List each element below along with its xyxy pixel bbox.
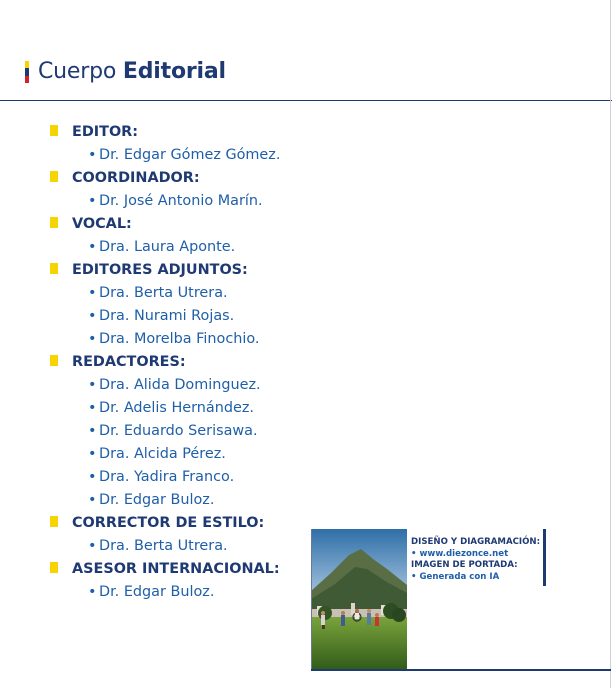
role-title: ASESOR INTERNACIONAL: [72, 561, 280, 577]
page-title [38, 59, 226, 84]
role-title: EDITOR: [72, 124, 139, 140]
member-item [48, 236, 388, 259]
role-title: EDITORES ADJUNTOS: [72, 262, 248, 278]
member-name: Dra. Alida Dominguez. [99, 377, 261, 393]
role-heading [48, 167, 388, 190]
member-name: Dr. José Antonio Marín. [99, 193, 263, 209]
member-name: Dra. Laura Aponte. [99, 239, 236, 255]
bullet-icon: • [88, 377, 97, 393]
credits-left-border [311, 529, 312, 671]
cover-photo-illustration [311, 529, 407, 671]
square-bullet-icon [50, 562, 58, 573]
credits-bottom-border [311, 669, 611, 671]
bullet-icon: • [88, 584, 97, 600]
bullet-icon: • [88, 469, 97, 485]
bullet-icon: • [88, 538, 97, 554]
role-title: COORDINADOR: [72, 170, 200, 186]
member-item [48, 374, 388, 397]
cover-label: IMAGEN DE PORTADA: [411, 560, 518, 570]
square-bullet-icon [50, 171, 58, 182]
role-heading [48, 121, 388, 144]
role-title: CORRECTOR DE ESTILO: [72, 515, 265, 531]
member-name: Dra. Alcida Pérez. [99, 446, 226, 462]
role-title: VOCAL: [72, 216, 132, 232]
credits-text [411, 537, 540, 583]
square-bullet-icon [50, 355, 58, 366]
role-heading [48, 351, 388, 374]
cover-value: • Generada con IA [411, 571, 500, 582]
member-item [48, 443, 388, 466]
member-name: Dra. Morelba Finochio. [99, 331, 260, 347]
member-name: Dra. Yadira Franco. [99, 469, 235, 485]
square-bullet-icon [50, 217, 58, 228]
bullet-icon: • [88, 193, 97, 209]
bullet-icon: • [88, 147, 97, 163]
member-name: Dra. Berta Utrera. [99, 538, 228, 554]
design-link[interactable]: • www.diezonce.net [411, 548, 509, 559]
credits-accent-bar [543, 529, 546, 586]
bullet-icon: • [88, 331, 97, 347]
member-item [48, 397, 388, 420]
flag-icon [25, 61, 29, 83]
member-item [48, 144, 388, 167]
member-name: Dra. Nurami Rojas. [99, 308, 235, 324]
bullet-icon: • [88, 285, 97, 301]
bullet-icon: • [88, 446, 97, 462]
member-item [48, 190, 388, 213]
cover-photo [311, 529, 407, 671]
member-name: Dr. Edgar Buloz. [99, 492, 215, 508]
bullet-icon: • [88, 308, 97, 324]
member-name: Dr. Adelis Hernández. [99, 400, 254, 416]
member-name: Dra. Berta Utrera. [99, 285, 228, 301]
flag-stripe-blue [25, 68, 29, 75]
member-item [48, 466, 388, 489]
member-name: Dr. Eduardo Serisawa. [99, 423, 258, 439]
member-name: Dr. Edgar Gómez Gómez. [99, 147, 281, 163]
credits-box [311, 528, 611, 671]
bullet-icon: • [88, 239, 97, 255]
bullet-icon: • [88, 492, 97, 508]
flag-stripe-red [25, 76, 29, 83]
member-name: Dr. Edgar Buloz. [99, 584, 215, 600]
page-header [0, 0, 612, 102]
member-item [48, 305, 388, 328]
role-heading [48, 259, 388, 282]
page-title-bold: Editorial [122, 59, 226, 84]
bullet-icon: • [88, 400, 97, 416]
member-item [48, 420, 388, 443]
square-bullet-icon [50, 263, 58, 274]
member-item [48, 282, 388, 305]
square-bullet-icon [50, 516, 58, 527]
design-label: DISEÑO Y DIAGRAMACIÓN: [411, 537, 541, 547]
role-title: REDACTORES: [72, 354, 186, 370]
role-heading [48, 213, 388, 236]
page-title-light: Cuerpo [38, 59, 117, 84]
member-item [48, 489, 388, 512]
square-bullet-icon [50, 125, 58, 136]
flag-stripe-yellow [25, 61, 29, 68]
header-divider [0, 100, 612, 101]
bullet-icon: • [88, 423, 97, 439]
member-item [48, 328, 388, 351]
